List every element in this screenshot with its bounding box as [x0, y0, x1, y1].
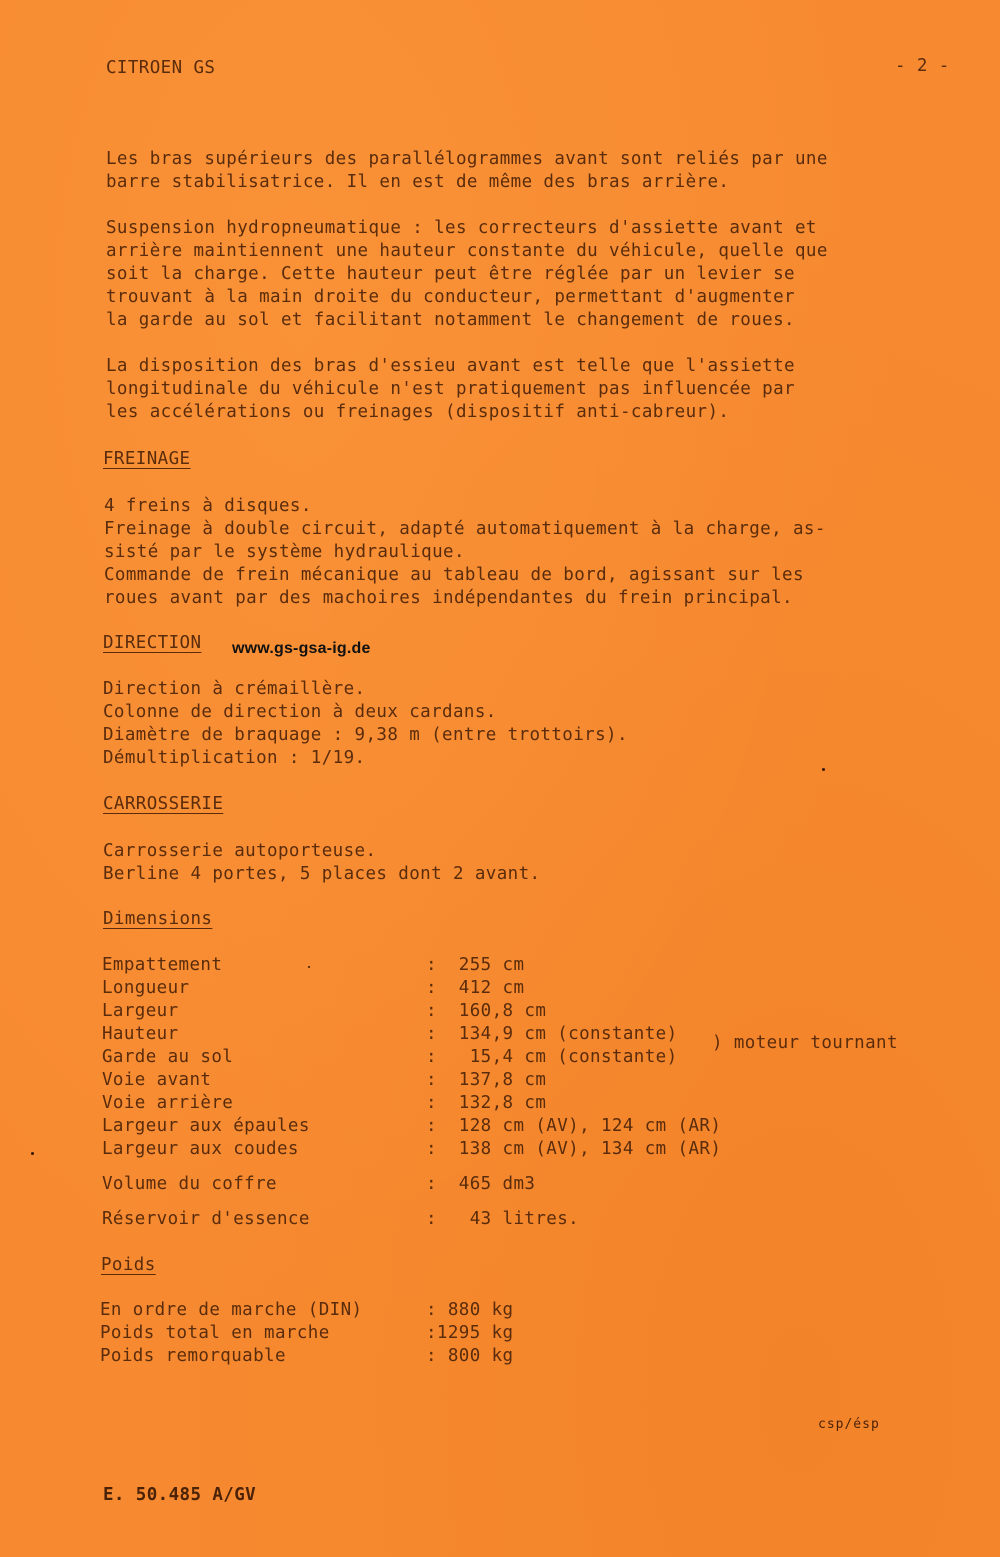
section-carrosserie: [103, 840, 540, 886]
page-number: - 2 -: [895, 56, 950, 76]
document-reference: E. 50.485 A/GV: [103, 1485, 257, 1505]
weight-label: Poids remorquable: [100, 1346, 286, 1366]
weight-value: : 800 kg: [426, 1346, 514, 1366]
paragraph-suspension: [106, 217, 828, 332]
dimension-label: Volume du coffre: [102, 1174, 277, 1194]
dimension-label: Empattement: [102, 955, 223, 975]
dimension-value: : 412 cm: [426, 978, 525, 998]
text-line: Commande de frein mécanique au tableau de bord, agissant sur les: [104, 565, 804, 585]
weight-label: En ordre de marche (DIN): [100, 1300, 363, 1320]
text-line: 4 freins à disques.: [104, 496, 312, 516]
text-line: les accélérations ou freinages (dispositif anti-cabreur).: [106, 402, 730, 422]
dimension-value: : 465 dm3: [426, 1174, 536, 1194]
text-line: Suspension hydropneumatique : les correcteurs d'assiette avant et: [106, 218, 817, 238]
text-line: sisté par le système hydraulique.: [104, 542, 465, 562]
heading-dimensions: Dimensions: [103, 909, 213, 929]
weight-label: Poids total en marche: [100, 1323, 330, 1343]
dimension-label: Largeur aux coudes: [102, 1139, 299, 1159]
dimension-value: : 134,9 cm (constante): [426, 1024, 678, 1044]
engine-running-note: ) moteur tournant: [712, 1033, 898, 1053]
text-line: la garde au sol et facilitant notamment le changement de roues.: [106, 310, 795, 330]
section-direction: [103, 678, 628, 770]
heading-carrosserie: CARROSSERIE: [103, 794, 224, 814]
heading-direction: DIRECTION: [103, 633, 202, 653]
dimension-value: : 137,8 cm: [426, 1070, 547, 1090]
dimension-value: : 255 cm: [426, 955, 525, 975]
text-line: soit la charge. Cette hauteur peut être réglée par un levier se: [106, 264, 795, 284]
text-line: Freinage à double circuit, adapté automatiquement à la charge, as-: [104, 519, 826, 539]
typist-initials: csp/ésp: [818, 1417, 880, 1432]
paragraph-stabilizer: [106, 148, 828, 194]
text-line: longitudinale du véhicule n'est pratiquement pas influencée par: [106, 379, 795, 399]
text-line: Diamètre de braquage : 9,38 m (entre trottoirs).: [103, 725, 628, 745]
dimension-value: : 128 cm (AV), 124 cm (AR): [426, 1116, 722, 1136]
paragraph-anti-dive: [106, 355, 795, 424]
dimension-label: Longueur: [102, 978, 190, 998]
section-freinage: [104, 495, 826, 610]
paper-speck: [31, 1152, 34, 1155]
text-line: Berline 4 portes, 5 places dont 2 avant.: [103, 864, 541, 884]
text-line: Direction à crémaillère.: [103, 679, 366, 699]
document-title: CITROEN GS: [106, 58, 216, 78]
website-watermark: www.gs-gsa-ig.de: [232, 640, 371, 657]
weight-value: : 880 kg: [426, 1300, 514, 1320]
text-line: roues avant par des machoires indépendantes du frein principal.: [104, 588, 793, 608]
dimension-value: : 160,8 cm: [426, 1001, 547, 1021]
text-line: Les bras supérieurs des parallélogrammes avant sont reliés par une: [106, 149, 828, 169]
text-line: arrière maintiennent une hauteur constante du véhicule, quelle que: [106, 241, 828, 261]
text-line: Colonne de direction à deux cardans.: [103, 702, 497, 722]
dimension-label: Largeur: [102, 1001, 179, 1021]
heading-freinage: FREINAGE: [103, 449, 191, 469]
text-line: Carrosserie autoporteuse.: [103, 841, 377, 861]
dimension-label: Voie arrière: [102, 1093, 234, 1113]
dimension-value: : 15,4 cm (constante): [426, 1047, 678, 1067]
dimension-value: : 138 cm (AV), 134 cm (AR): [426, 1139, 722, 1159]
text-line: trouvant à la main droite du conducteur, permettant d'augmenter: [106, 287, 795, 307]
dimension-label: Voie avant: [102, 1070, 212, 1090]
text-line: La disposition des bras d'essieu avant est telle que l'assiette: [106, 356, 795, 376]
dimension-label: Réservoir d'essence: [102, 1209, 310, 1229]
dimension-label: Garde au sol: [102, 1047, 234, 1067]
dimension-value: : 43 litres.: [426, 1209, 580, 1229]
dimension-label: Hauteur: [102, 1024, 179, 1044]
text-line: barre stabilisatrice. Il en est de même des bras arrière.: [106, 172, 730, 192]
dimension-label: Largeur aux épaules: [102, 1116, 310, 1136]
paper-speck: [822, 768, 825, 771]
weight-value: :1295 kg: [426, 1323, 514, 1343]
paper-speck: [308, 966, 310, 968]
text-line: Démultiplication : 1/19.: [103, 748, 366, 768]
dimension-value: : 132,8 cm: [426, 1093, 547, 1113]
heading-poids: Poids: [101, 1255, 156, 1275]
